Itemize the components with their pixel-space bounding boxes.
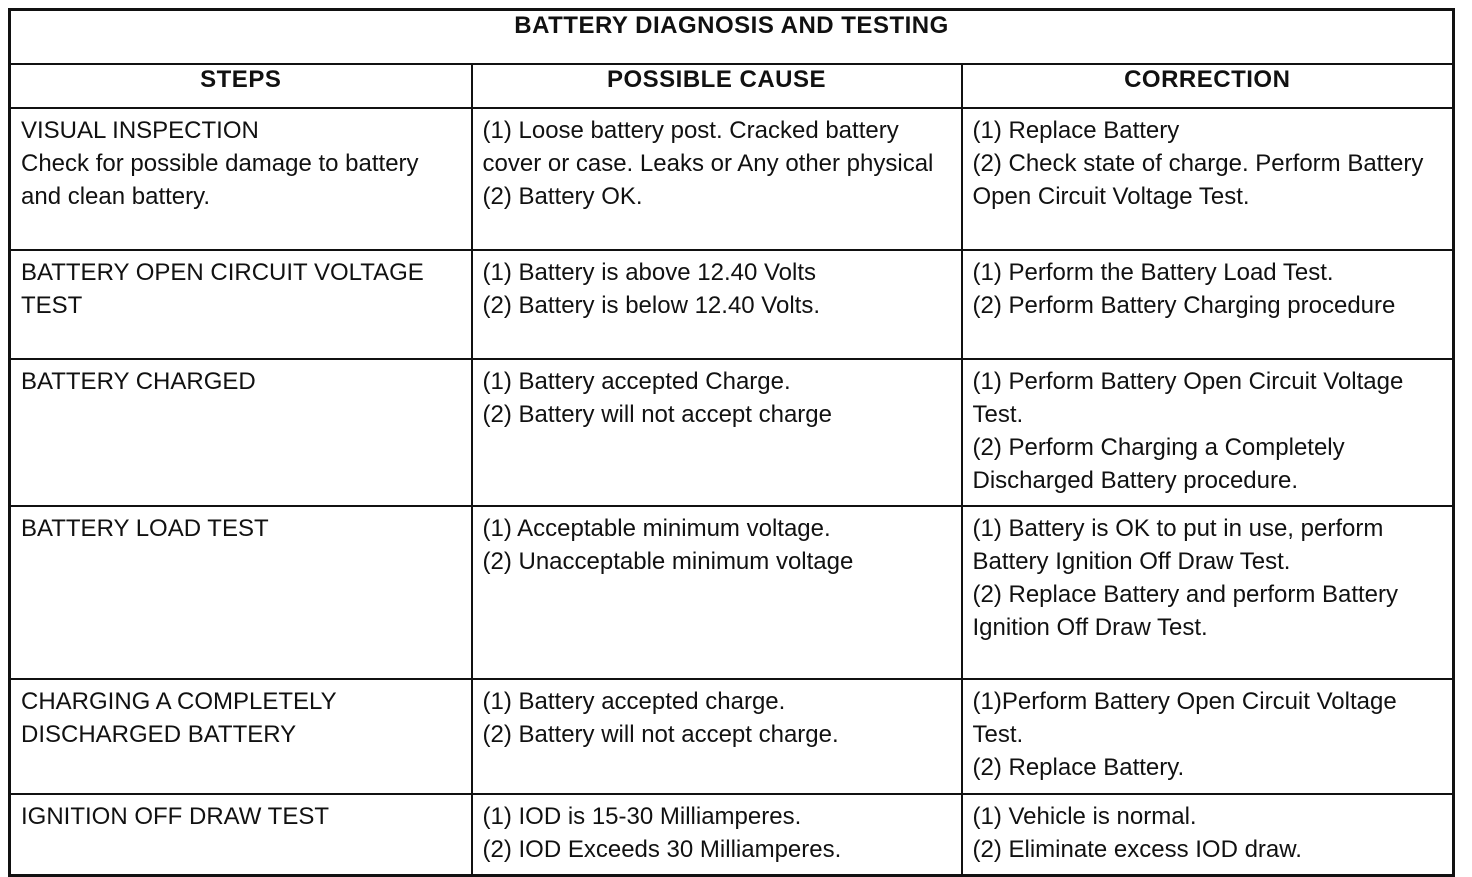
table-row — [10, 359, 1454, 506]
table-row — [10, 794, 1454, 876]
correction-text: (1)Perform Battery Open Circuit Voltage Test. — [972, 688, 1397, 748]
cause-cell — [472, 679, 962, 794]
steps-text: CHARGING A COMPLETELY DISCHARGED BATTERY — [21, 688, 337, 748]
cause-text: (1) IOD is 15-30 Milliamperes. — [482, 803, 802, 830]
cause-text: (1) Battery accepted Charge. — [482, 368, 791, 395]
correction-text: (1) Vehicle is normal. — [972, 803, 1197, 830]
table-row — [10, 679, 1454, 794]
cause-text: (2) Unacceptable minimum voltage — [482, 548, 854, 575]
steps-cell — [10, 108, 472, 250]
table-row — [10, 506, 1454, 679]
correction-text: (1) Perform the Battery Load Test. — [972, 259, 1334, 286]
correction-text: (1) Replace Battery — [972, 117, 1180, 144]
correction-cell — [962, 359, 1454, 506]
table-row — [10, 108, 1454, 250]
steps-text: Check for possible damage to battery and clean battery. — [21, 150, 419, 210]
document-page — [8, 8, 1452, 877]
cause-cell — [472, 359, 962, 506]
steps-cell — [10, 506, 472, 679]
cause-text: (1) Acceptable minimum voltage. — [482, 515, 831, 542]
header-correction: CORRECTION — [962, 64, 1454, 108]
correction-text: (2) Eliminate excess IOD draw. — [972, 836, 1302, 863]
correction-cell — [962, 506, 1454, 679]
steps-text: BATTERY LOAD TEST — [21, 515, 269, 542]
correction-cell — [962, 794, 1454, 876]
header-steps: STEPS — [10, 64, 472, 108]
steps-text: BATTERY OPEN CIRCUIT VOLTAGE TEST — [21, 259, 424, 319]
correction-text: (1) Perform Battery Open Circuit Voltage Test. — [972, 368, 1404, 428]
correction-cell — [962, 108, 1454, 250]
correction-text: (1) Battery is OK to put in use, perform Battery Ignition Off Draw Test. — [972, 515, 1384, 575]
correction-text: (2) Replace Battery. — [972, 754, 1185, 781]
correction-cell — [962, 679, 1454, 794]
steps-text: IGNITION OFF DRAW TEST — [21, 803, 329, 830]
cause-text: (1) Battery accepted charge. — [482, 688, 786, 715]
cause-cell — [472, 794, 962, 876]
steps-text: BATTERY CHARGED — [21, 368, 256, 395]
cause-text: (2) IOD Exceeds 30 Milliamperes. — [482, 836, 842, 863]
steps-text: VISUAL INSPECTION — [21, 117, 259, 144]
cause-text: (2) Battery will not accept charge. — [482, 721, 839, 748]
steps-cell — [10, 679, 472, 794]
header-row — [10, 64, 1454, 108]
cause-text: (1) Loose battery post. Cracked battery cover or case. Leaks or Any other physical — [482, 117, 934, 177]
header-possible-cause: POSSIBLE CAUSE — [472, 64, 962, 108]
correction-text: (2) Perform Battery Charging procedure — [972, 292, 1396, 319]
cause-cell — [472, 108, 962, 250]
cause-text: (2) Battery is below 12.40 Volts. — [482, 292, 820, 319]
cause-cell — [472, 506, 962, 679]
battery-diagnosis-table — [8, 8, 1455, 877]
correction-text: (2) Check state of charge. Perform Battery Open Circuit Voltage Test. — [972, 150, 1424, 210]
cause-text: (2) Battery will not accept charge — [482, 401, 832, 428]
correction-text: (2) Replace Battery and perform Battery Ignition Off Draw Test. — [972, 581, 1399, 641]
steps-cell — [10, 359, 472, 506]
table-row — [10, 250, 1454, 359]
correction-text: (2) Perform Charging a Completely Discharged Battery procedure. — [972, 434, 1345, 494]
cause-cell — [472, 250, 962, 359]
cause-text: (2) Battery OK. — [482, 183, 643, 210]
steps-cell — [10, 794, 472, 876]
table-title: BATTERY DIAGNOSIS AND TESTING — [10, 10, 1454, 65]
correction-cell — [962, 250, 1454, 359]
cause-text: (1) Battery is above 12.40 Volts — [482, 259, 817, 286]
steps-cell — [10, 250, 472, 359]
